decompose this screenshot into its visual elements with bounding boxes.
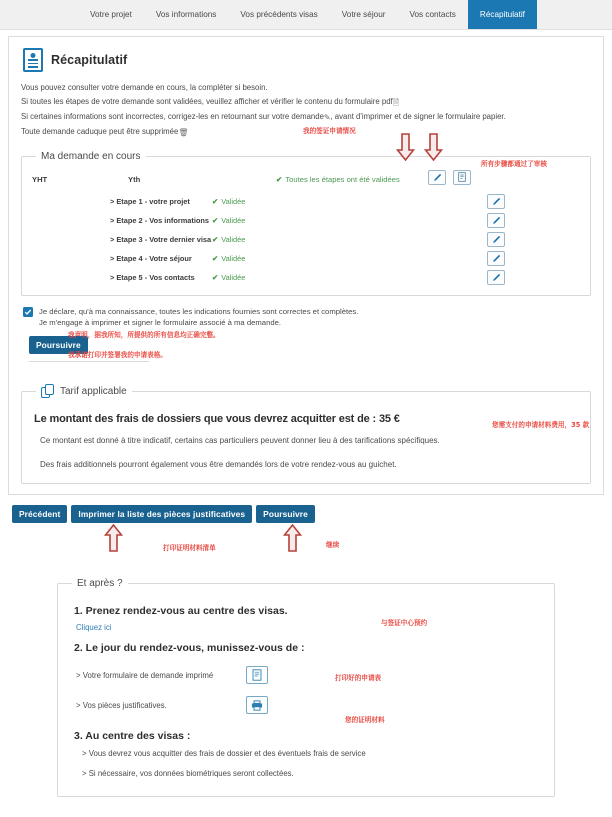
- precedent-button[interactable]: Précédent: [12, 505, 67, 523]
- edit-demande-button[interactable]: [428, 170, 446, 185]
- edit-step-button[interactable]: [487, 213, 505, 228]
- edit-step-button[interactable]: [487, 232, 505, 247]
- annotation-demande-status: 我的签证申请情况: [303, 127, 356, 135]
- tarif-legend: Tarif applicable: [60, 385, 127, 397]
- annotation-arrow-down-pdf: [424, 133, 443, 163]
- tarif-amount-title: Le montant des frais de dossiers que vous devrez acquitter est de : 35 €: [34, 412, 400, 425]
- step-status: ✔ Validée: [212, 215, 246, 225]
- apres-item-2-label: > Vos pièces justificatives.: [76, 700, 167, 710]
- annotation-arrow-down-edit: [396, 133, 415, 163]
- action-buttons-row: [12, 505, 315, 523]
- apres-sub-1: > Vous devrez vous acquitter des frais de dossier et des éventuels frais de service: [82, 749, 366, 758]
- step-name: > Etape 1 - votre projet: [110, 196, 190, 206]
- page-title-block: [23, 48, 591, 72]
- annotation-declaration-1: 我声明，据我所知，所提供的所有信息均正确完整。: [68, 331, 220, 339]
- apres-item-1-label: > Votre formulaire de demande imprimé: [76, 670, 214, 680]
- et-apres-group: [57, 578, 555, 797]
- poursuivre-button[interactable]: Poursuivre: [256, 505, 315, 523]
- check-icon: ✔: [212, 234, 219, 244]
- annotation-supporting-docs: 您的证明材料: [345, 716, 385, 724]
- demande-legend: Ma demande en cours: [41, 150, 141, 162]
- poursuivre-button-top[interactable]: Poursuivre: [29, 336, 88, 354]
- step-status: ✔ Validée: [212, 234, 246, 244]
- pdf-icon: 🗎: [392, 98, 400, 107]
- apres-heading-1: 1. Prenez rendez-vous au centre des visas.: [74, 605, 288, 617]
- declaration-block: [23, 306, 591, 328]
- check-icon: ✔: [212, 215, 219, 225]
- intro-line-3b: , avant d'imprimer et de signer le formulaire papier.: [330, 112, 506, 121]
- annotation-arrow-up-continue: [283, 524, 302, 554]
- pdf-document-icon-button[interactable]: [246, 666, 268, 684]
- intro-line-3-row: [21, 111, 591, 124]
- step-row: [32, 230, 580, 249]
- tab-vos-informations[interactable]: Vos informations: [155, 10, 217, 19]
- annotation-declaration-2: 我承诺打印并签署我的申请表格。: [68, 351, 167, 359]
- copy-pages-icon: [41, 384, 55, 399]
- trash-icon: 🗑: [178, 128, 189, 137]
- declaration-text: [39, 306, 358, 328]
- et-apres-content: [68, 605, 544, 780]
- step-name: > Etape 2 - Vos informations: [110, 215, 210, 225]
- divider: [29, 361, 149, 362]
- intro-line-3a: Si certaines informations sont incorrectes, corrigez-les en retournant sur votre demande: [21, 112, 324, 121]
- step-row: [32, 268, 580, 287]
- intro-line-4: Toute demande caduque peut être supprimée: [21, 127, 179, 136]
- step-name: > Etape 4 - Votre séjour: [110, 253, 192, 263]
- annotation-arrow-up-print-list: [104, 524, 123, 554]
- check-icon: ✔: [212, 272, 219, 282]
- apres-heading-3: 3. Au centre des visas :: [74, 730, 191, 742]
- step-row: [32, 192, 580, 211]
- apres-sub-2: > Si nécessaire, vos données biométriques seront collectées.: [82, 769, 294, 778]
- demande-name-col: Yth: [128, 175, 141, 184]
- apres-item-formulaire: [76, 660, 544, 690]
- tarif-legend-wrap: [36, 384, 132, 399]
- demande-summary-row: [32, 168, 580, 192]
- tab-votre-projet[interactable]: Votre projet: [90, 10, 132, 19]
- apres-item-pieces: [76, 690, 544, 720]
- intro-line-1: Vous pouvez consulter votre demande en cours, la compléter si besoin.: [21, 83, 268, 92]
- demande-action-buttons: [428, 170, 471, 185]
- step-name: > Etape 5 - Vos contacts: [110, 272, 195, 282]
- tab-vos-contacts[interactable]: Vos contacts: [409, 10, 456, 19]
- declaration-line-1: Je déclare, qu'à ma connaissance, toutes les indications fournies sont correctes et complètes.: [39, 306, 359, 316]
- annotation-all-steps-validated: 所有步骤都通过了审核: [481, 160, 547, 168]
- tarif-paragraph-1: Ce montant est donné à titre indicatif, certains cas particuliers peuvent donner lieu à des tarifications spécifiques.: [40, 435, 440, 445]
- step-row: [32, 211, 580, 230]
- intro-line-2: Si toutes les étapes de votre demande sont validées, veuillez afficher et vérifier le contenu du formulaire pdf: [21, 97, 393, 106]
- annotation-appointment: 与签证中心预约: [381, 619, 428, 627]
- declaration-checkbox[interactable]: [23, 307, 33, 317]
- check-icon: ✔: [212, 253, 219, 263]
- cliquez-ici-link[interactable]: Cliquez ici: [76, 623, 112, 632]
- intro-line-2-row: [21, 96, 591, 109]
- edit-step-button[interactable]: [487, 251, 505, 266]
- demande-en-cours-group: [21, 151, 591, 296]
- declaration-line-2: Je m'engage à imprimer et signer le formulaire associé à ma demande.: [39, 317, 282, 327]
- demande-status-all: ✔ Toutes les étapes ont été validées: [276, 175, 400, 184]
- step-name: > Etape 3 - Votre dernier visa: [110, 234, 212, 244]
- tab-recapitulatif[interactable]: Récapitulatif: [468, 0, 537, 29]
- main-tab-bar: [0, 0, 612, 30]
- step-status: ✔ Validée: [212, 272, 246, 282]
- check-icon: ✔: [212, 196, 219, 206]
- step-row: [32, 249, 580, 268]
- demande-ref-col: YHT: [32, 175, 48, 184]
- imprimer-liste-button[interactable]: Imprimer la liste des pièces justificatives: [71, 505, 252, 523]
- tarif-paragraph-2: Des frais additionnels pourront également vous être demandés lors de votre rendez-vous au guichet.: [40, 459, 397, 469]
- tarif-applicable-group: [21, 384, 591, 484]
- apres-heading-2: 2. Le jour du rendez-vous, munissez-vous de :: [74, 642, 305, 654]
- step-status: ✔ Validée: [212, 253, 246, 263]
- annotation-printed-form: 打印好的申请表: [335, 674, 382, 682]
- view-pdf-button[interactable]: [453, 170, 471, 185]
- document-person-icon: [23, 48, 43, 72]
- step-status: ✔ Validée: [212, 196, 246, 206]
- printer-icon-button[interactable]: [246, 696, 268, 714]
- annotation-tarif: 您需支付的申请材料费用，35 款: [492, 421, 590, 429]
- page-title: Récapitulatif: [51, 53, 128, 67]
- annotation-print-list: 打印证明材料清单: [163, 544, 216, 552]
- edit-step-button[interactable]: [487, 270, 505, 285]
- pencil-icon: ✎: [323, 113, 331, 122]
- tab-vos-precedents-visas[interactable]: Vos précédents visas: [240, 10, 318, 19]
- tab-votre-sejour[interactable]: Votre séjour: [341, 10, 386, 19]
- check-icon: ✔: [276, 175, 283, 184]
- annotation-continue: 继续: [326, 541, 340, 549]
- et-apres-legend: Et après ?: [77, 578, 123, 589]
- edit-step-button[interactable]: [487, 194, 505, 209]
